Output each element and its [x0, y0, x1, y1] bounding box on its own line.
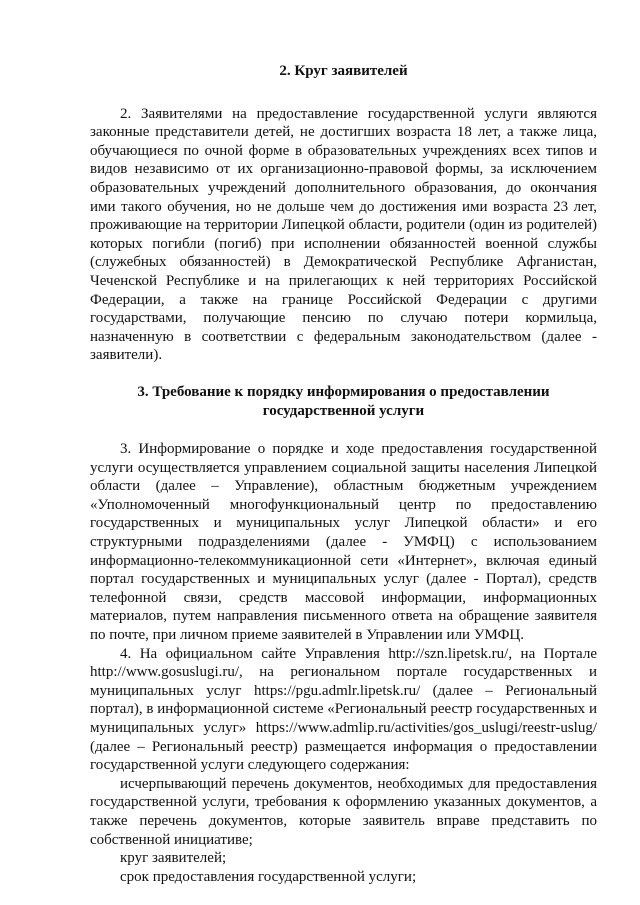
paragraph-4-websites: 4. На официальном сайте Управления http://szn.lipetsk.ru/, на Портале http://www.gosuslugi.ru/, на региональном портале государственных и муниципальных услуг https://pgu.admlr.lipetsk.ru/ (далее – Региональный портал), в информационной системе «Региональный реестр государственных и муниципальных услуг» https://www.admlip.ru/activities/gos_uslugi/reestr-uslug/ (далее – Региональный реестр) размещается информация о предоставлении государственной услуги следующего содержания:	[90, 645, 597, 774]
section-heading-informing: 3. Требование к порядку информирования о предоставлении государственной услуги	[137, 383, 550, 419]
paragraph-3-informing: 3. Информирование о порядке и ходе предоставления государственной услуги осуществляется управлением социальной защиты населения Липецкой области (далее – Управление), областным бюджетным учреждением «Уполномоченный многофункциональный центр по предоставлению государственных и муниципальных услуг Липецкой области» и его структурными подразделениями (далее - УМФЦ) с использованием информационно-телекоммуникационной сети «Интернет», включая единый портал государственных и муниципальных услуг (далее - Портал), средств телефонной связи, средств массовой информации, информационных материалов, путем направления письменного ответа на обращение заявителя по почте, при личном приеме заявителей в Управлении или УМФЦ.	[90, 441, 597, 644]
list-item-term: срок предоставления государственной услуги;	[120, 868, 417, 885]
section-heading-applicants: 2. Круг заявителей	[279, 63, 408, 79]
list-item-applicants: круг заявителей;	[120, 850, 227, 867]
document-body	[90, 58, 597, 886]
list-item-documents: исчерпывающий перечень документов, необходимых для предоставления государственной услуги, требования к оформлению указанных документов, а также перечень документов, которые заявитель вправе представить по собственной инициативе;	[90, 775, 597, 848]
paragraph-2-applicants: 2. Заявителями на предоставление государственной услуги являются законные представители детей, не достигших возраста 18 лет, а также лица, обучающиеся по очной форме в образовательных учреждениях всех типов и видов независимо от их организационно-правовой формы, за исключением образовательных учреждений дополнительного образования, до окончания ими такого обучения, но не дольше чем до достижения ими возраста 23 лет, проживающие на территории Липецкой области, родители (один из родителей) которых погибли (погиб) при исполнении обязанностей военной службы (служебных обязанностей) в Демократической Республике Афганистан, Чеченской Республике и на прилегающих к ней территориях Российской Федерации, а также на границе Российской Федерации с другими государствами, получающие пенсию по случаю потери кормильца, назначенную в соответствии с федеральным законодательством (далее - заявители).	[90, 105, 597, 364]
